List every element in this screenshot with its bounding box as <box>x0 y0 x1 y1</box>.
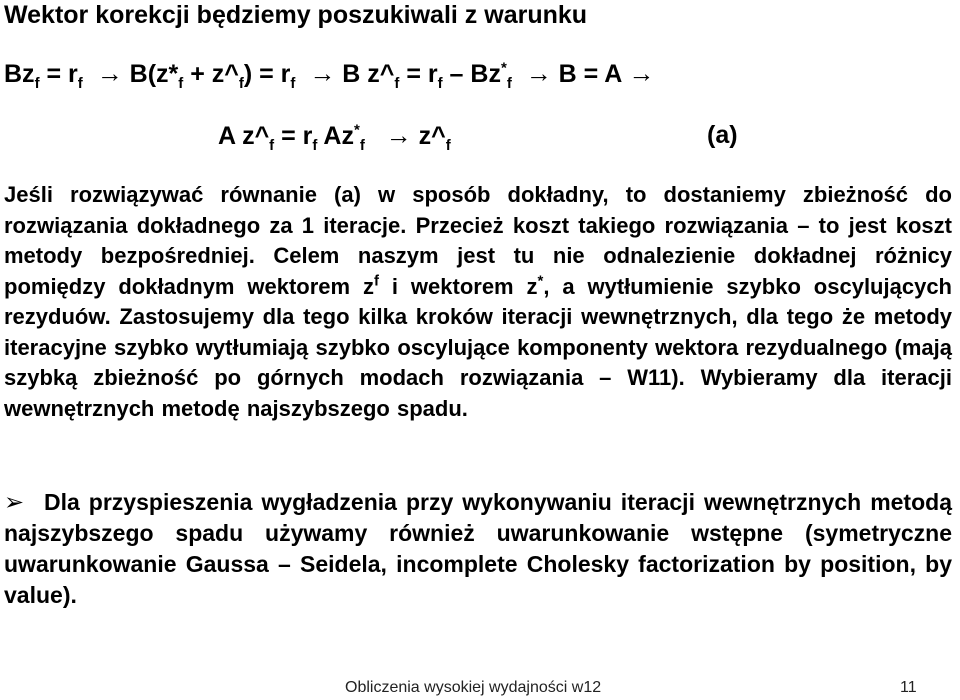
equation-line-2 <box>218 120 451 154</box>
superscript: f <box>374 272 379 290</box>
eq1-sub: f <box>437 75 443 92</box>
eq1-sub: f <box>238 75 244 92</box>
right-arrow-icon: → <box>309 58 336 88</box>
right-arrow-icon: → <box>96 58 123 88</box>
eq1-sup: * <box>500 59 507 77</box>
eq1-term: B z^ <box>342 60 395 88</box>
paragraph-main <box>4 180 952 424</box>
eq2-term: Az <box>317 122 354 150</box>
footer-title: Obliczenia wysokiej wydajności w12 <box>345 679 602 696</box>
eq1-sub: f <box>506 75 512 92</box>
paragraph-text: i wektorem z <box>379 273 538 299</box>
eq1-sub: f <box>394 75 400 92</box>
eq2-sub: f <box>269 137 275 154</box>
right-arrow-icon: → <box>525 58 552 88</box>
equation-label: (a) <box>707 121 738 149</box>
eq1-term: = r <box>399 60 438 88</box>
bullet-text: Dla przyspieszenia wygładzenia przy wykonywaniu iteracji wewnętrznych metodą najszybszego spadu używamy również uwarunkowanie wstępne (symetryczne uwarunkowanie Gaussa – Seidela, incomplete Cholesky factorization by position, by value). <box>4 489 952 608</box>
arrow-bullet-icon: ➢ <box>4 489 25 516</box>
eq1-sub: f <box>290 75 296 92</box>
eq1-sub: f <box>178 75 184 92</box>
eq1-term: Bz <box>4 60 35 88</box>
eq1-term: + z^ <box>183 60 239 88</box>
page-number: 11 <box>900 679 917 696</box>
paragraph-text: , a wytłumienie szybko oscylujących rezyduów. Zastosujemy dla tego kilka kroków iteracji wewnętrznych, dla tego że metody iteracyjne szybko wytłumiają szybko oscylujące komponenty wektora rezydualnego (mają szybką zbieżność po górnych modach rozwiązania – W11). Wybieramy dla iteracji wewnętrznych metodę najszybszego spadu. <box>4 273 952 421</box>
right-arrow-icon: → <box>628 58 655 88</box>
superscript: * <box>537 272 544 290</box>
paragraph-text: Jeśli rozwiązywać równanie (a) w sposób dokładny, to dostaniemy zbieżność do rozwiązania dokładnego za 1 iteracje. Przecież koszt takiego rozwiązania – to jest koszt metody bezpośredniej. Celem naszym jest tu nie odnalezienie dokładnej różnicy pomiędzy dokładnym wektorem z <box>4 182 952 299</box>
eq1-sub: f <box>34 75 40 92</box>
bullet-paragraph <box>4 487 952 611</box>
eq1-sub: f <box>77 75 83 92</box>
eq2-sub: f <box>312 137 318 154</box>
eq2-sub: f <box>359 137 365 154</box>
eq2-term: = r <box>274 122 313 150</box>
heading: Wektor korekcji będziemy poszukiwali z warunku <box>4 1 588 29</box>
eq2-term: z^ <box>411 122 446 150</box>
eq1-term: B = A <box>558 60 629 88</box>
eq2-term: A z^ <box>218 122 270 150</box>
eq2-sub: f <box>445 137 451 154</box>
equation-line-1 <box>4 58 655 92</box>
eq1-term: – Bz <box>442 60 501 88</box>
right-arrow-icon: → <box>385 120 412 150</box>
eq1-term: ) = r <box>243 60 291 88</box>
eq1-term: = r <box>39 60 78 88</box>
eq2-sup: * <box>353 121 360 139</box>
eq1-term: B(z* <box>129 60 179 88</box>
